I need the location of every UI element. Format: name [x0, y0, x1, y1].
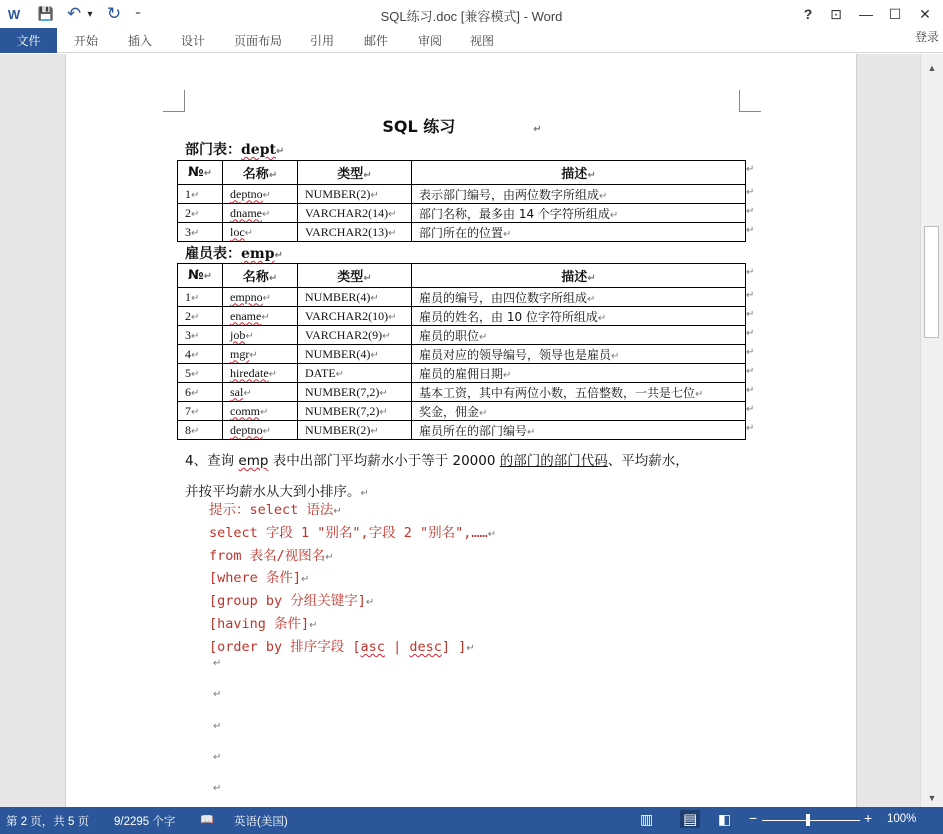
customize-quick-access-icon[interactable]: ⁼: [135, 8, 141, 21]
cell-no: 1↵: [178, 288, 223, 307]
cell-type: NUMBER(4)↵: [298, 345, 412, 364]
table-row: [178, 421, 746, 440]
cell-name: loc↵: [223, 223, 298, 242]
dept-section-title: 部门表：dept↵: [185, 142, 285, 158]
cell-type: VARCHAR2(14)↵: [298, 204, 412, 223]
tab-design[interactable]: 设计: [181, 34, 206, 48]
hint-line: [where 条件]↵: [209, 570, 310, 587]
cell-type: NUMBER(4)↵: [298, 288, 412, 307]
cell-desc: 雇员的职位↵: [412, 326, 746, 345]
empty-paragraph-mark: ↵: [213, 752, 222, 763]
col-no-header: №↵: [178, 161, 223, 185]
col-type-header: 类型↵: [298, 161, 412, 185]
cell-no: 1↵: [178, 185, 223, 204]
cell-no: 3↵: [178, 223, 223, 242]
tab-mailings[interactable]: 邮件: [364, 34, 389, 48]
cell-name: mgr↵: [223, 345, 298, 364]
cell-no: 2↵: [178, 307, 223, 326]
row-end-mark: ↵: [746, 290, 755, 301]
col-desc-header: 描述↵: [412, 264, 746, 288]
help-icon[interactable]: ?: [803, 6, 813, 22]
empty-paragraph-mark: ↵: [213, 721, 222, 732]
row-end-mark: ↵: [746, 404, 755, 415]
table-row: [178, 383, 746, 402]
cell-desc: 雇员的雇佣日期↵: [412, 364, 746, 383]
zoom-level[interactable]: 100%: [887, 813, 917, 825]
cell-desc: 部门所在的位置↵: [412, 223, 746, 242]
cell-desc: 雇员所在的部门编号↵: [412, 421, 746, 440]
close-button[interactable]: ✕: [919, 5, 931, 22]
col-no-header: №↵: [178, 264, 223, 288]
table-row: [178, 402, 746, 421]
table-row: [178, 307, 746, 326]
tab-file[interactable]: 文件: [0, 28, 57, 53]
hint-line: 提示：select 语法↵: [209, 502, 342, 518]
cell-name: ename↵: [223, 307, 298, 326]
cell-desc: 雇员对应的领导编号，领导也是雇员↵: [412, 345, 746, 364]
hint-line: [group by 分组关键字]↵: [209, 593, 375, 610]
zoom-slider[interactable]: [762, 820, 860, 821]
vertical-scrollbar[interactable]: [920, 54, 943, 807]
scroll-down-icon[interactable]: ▼: [927, 793, 937, 803]
cell-name: deptno↵: [223, 421, 298, 440]
crop-mark: [163, 90, 185, 112]
page-count[interactable]: 第 2 页，共 5 页: [6, 816, 90, 828]
redo-icon[interactable]: ↻: [106, 4, 122, 23]
tab-home[interactable]: 开始: [74, 34, 99, 48]
zoom-slider-thumb[interactable]: [806, 814, 810, 826]
sql-syntax-hint: [209, 500, 496, 660]
tab-references[interactable]: 引用: [310, 34, 335, 48]
col-name-header: 名称↵: [223, 161, 298, 185]
cell-no: 2↵: [178, 204, 223, 223]
maximize-button[interactable]: ☐: [888, 5, 902, 22]
row-end-mark: ↵: [746, 385, 755, 396]
cell-type: NUMBER(2)↵: [298, 185, 412, 204]
table-row: [178, 223, 746, 242]
document-area: [0, 54, 920, 807]
hint-line: [having 条件]↵: [209, 615, 318, 632]
proofing-icon[interactable]: 📖: [200, 814, 214, 826]
dept-table: [177, 160, 746, 242]
sign-in-link[interactable]: 登录: [914, 30, 939, 44]
status-bar: [0, 807, 943, 834]
cell-type: VARCHAR2(13)↵: [298, 223, 412, 242]
question-4: 4、查询 emp 表中出部门平均薪水小于等于 20000 的部门的部门代码、平均薪水， 并按平均薪水从大到小排序。↵: [185, 453, 689, 500]
cell-name: sal↵: [223, 383, 298, 402]
document-title: SQL 练习 ↵: [382, 117, 542, 136]
col-desc-header: 描述↵: [412, 161, 746, 185]
empty-paragraph-mark: ↵: [213, 658, 222, 669]
undo-dropdown-icon[interactable]: ▾: [87, 8, 93, 20]
cell-type: NUMBER(7,2)↵: [298, 402, 412, 421]
row-end-mark: ↵: [746, 423, 755, 434]
cell-desc: 表示部门编号，由两位数字所组成↵: [412, 185, 746, 204]
crop-mark: [739, 90, 761, 112]
row-end-mark: ↵: [746, 206, 755, 217]
row-end-mark: ↵: [746, 328, 755, 339]
table-row: [178, 185, 746, 204]
cell-type: NUMBER(2)↵: [298, 421, 412, 440]
cell-no: 5↵: [178, 364, 223, 383]
row-end-mark: ↵: [746, 347, 755, 358]
table-row: [178, 204, 746, 223]
row-end-mark: ↵: [746, 366, 755, 377]
cell-desc: 部门名称，最多由 14 个字符所组成↵: [412, 204, 746, 223]
table-header-row: [178, 264, 746, 288]
cell-name: job↵: [223, 326, 298, 345]
hint-line: [order by 排序字段 [asc | desc] ]↵: [209, 638, 475, 655]
zoom-in-button[interactable]: +: [864, 810, 873, 826]
word-app-icon[interactable]: W: [7, 6, 21, 22]
undo-icon[interactable]: ↶: [66, 4, 82, 23]
cell-no: 4↵: [178, 345, 223, 364]
window-title: SQL练习.doc [兼容模式] - Word: [380, 9, 563, 24]
hint-line: from 表名/视图名↵: [209, 547, 334, 564]
cell-name: empno↵: [223, 288, 298, 307]
row-end-mark: ↵: [746, 164, 755, 175]
cell-desc: 基本工资，其中有两位小数，五倍整数，一共是七位↵: [412, 383, 746, 402]
table-header-row: [178, 161, 746, 185]
cell-name: dname↵: [223, 204, 298, 223]
tab-review[interactable]: 审阅: [418, 34, 443, 48]
cell-no: 7↵: [178, 402, 223, 421]
row-end-mark: ↵: [746, 309, 755, 320]
hint-line: select 字段 1 "别名",字段 2 "别名",……↵: [209, 524, 497, 541]
cell-type: DATE↵: [298, 364, 412, 383]
cell-name: hiredate↵: [223, 364, 298, 383]
minimize-button[interactable]: —: [859, 6, 873, 22]
emp-table: [177, 263, 746, 440]
cell-no: 6↵: [178, 383, 223, 402]
cell-name: comm↵: [223, 402, 298, 421]
table-row: [178, 345, 746, 364]
cell-desc: 雇员的姓名，由 10 位字符所组成↵: [412, 307, 746, 326]
emp-section-title: 雇员表：emp↵: [185, 246, 283, 262]
print-layout-icon[interactable]: ▤: [680, 810, 700, 828]
word-count[interactable]: 9/2295 个字: [114, 816, 176, 828]
col-type-header: 类型↵: [298, 264, 412, 288]
document-page[interactable]: [65, 54, 857, 807]
cell-no: 3↵: [178, 326, 223, 345]
tab-insert[interactable]: 插入: [128, 34, 153, 48]
scrollbar-thumb[interactable]: [924, 226, 939, 338]
cell-no: 8↵: [178, 421, 223, 440]
row-end-mark: ↵: [746, 187, 755, 198]
zoom-out-button[interactable]: −: [749, 810, 758, 826]
web-layout-icon[interactable]: ◧: [718, 811, 732, 827]
table-row: [178, 326, 746, 345]
ribbon-display-options-icon[interactable]: ⊡: [830, 5, 842, 22]
table-row: [178, 288, 746, 307]
ribbon-tabs: [0, 28, 943, 53]
tab-view[interactable]: 视图: [470, 34, 495, 48]
empty-paragraph-mark: ↵: [213, 689, 222, 700]
col-name-header: 名称↵: [223, 264, 298, 288]
scroll-up-icon[interactable]: ▲: [927, 63, 937, 73]
read-mode-icon[interactable]: ▥: [640, 811, 654, 827]
cell-type: NUMBER(7,2)↵: [298, 383, 412, 402]
cell-desc: 雇员的编号，由四位数字所组成↵: [412, 288, 746, 307]
cell-type: VARCHAR2(10)↵: [298, 307, 412, 326]
title-bar: [0, 0, 943, 28]
empty-paragraph-mark: ↵: [213, 783, 222, 794]
cell-type: VARCHAR2(9)↵: [298, 326, 412, 345]
row-end-mark: ↵: [746, 225, 755, 236]
row-end-mark: ↵: [746, 267, 755, 278]
save-icon[interactable]: 💾: [37, 6, 55, 21]
cell-desc: 奖金，佣金↵: [412, 402, 746, 421]
language-indicator[interactable]: 英语(美国): [234, 816, 288, 828]
tab-page-layout[interactable]: 页面布局: [234, 34, 283, 48]
cell-name: deptno↵: [223, 185, 298, 204]
table-row: [178, 364, 746, 383]
